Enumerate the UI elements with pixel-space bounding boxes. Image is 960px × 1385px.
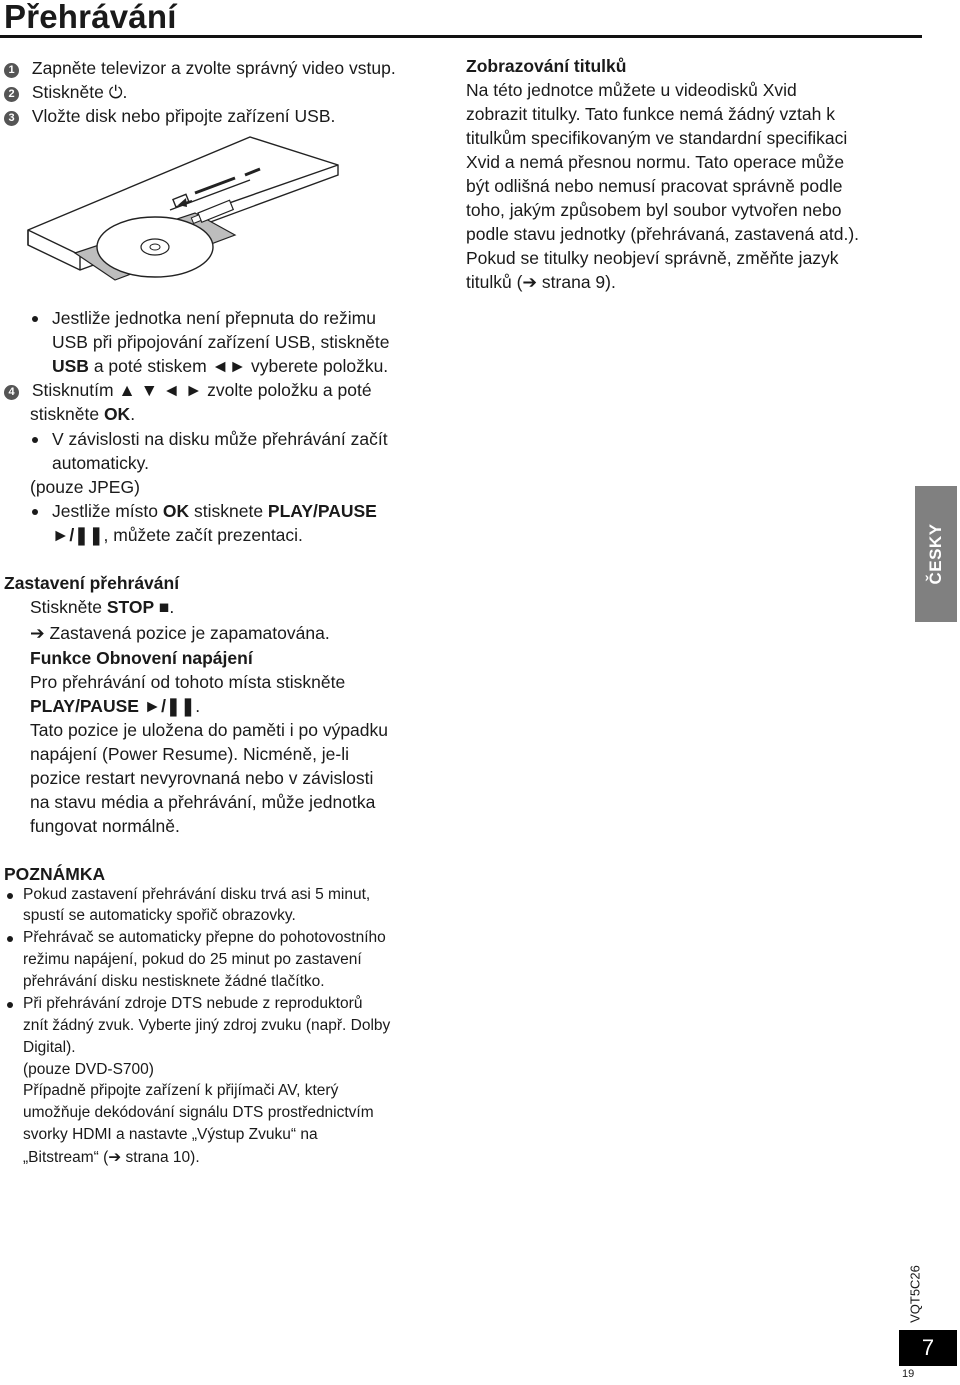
subtitles-line: titulkům specifikovaným ve standardní specifikaci	[466, 128, 848, 148]
stop-heading: Zastavení přehrávání	[4, 573, 180, 593]
usb-note-line	[52, 354, 388, 378]
bullet	[32, 437, 38, 443]
bullet	[7, 893, 13, 899]
stop-key: STOP ■	[106, 597, 170, 617]
note-line: Přehrávač se automaticky přepne do pohotovostního	[23, 929, 386, 946]
note-line: Při přehrávání zdroje DTS nebude z reproduktorů	[23, 995, 363, 1012]
note-line: Pokud zastavení přehrávání disku trvá asi 5 minut,	[23, 886, 371, 903]
step-1	[4, 56, 396, 80]
note-line: přehrávání disku nestisknete žádné tlačítko.	[23, 973, 325, 990]
note-line: „Bitstream“ (➔ strana 10).	[23, 1149, 200, 1166]
ok-key: OK	[103, 404, 131, 424]
sheet-number: 19	[902, 1368, 915, 1380]
usb-key: USB	[52, 356, 89, 376]
text: .	[130, 404, 136, 424]
stop-line: ➔ Zastavená pozice je zapamatována.	[30, 623, 330, 643]
player-illustration	[20, 135, 350, 295]
play-pause-icon: ►/❚❚	[52, 525, 104, 545]
bullet	[7, 936, 13, 942]
step-text: Zapněte televizor a zvolte správný video vstup.	[31, 58, 396, 78]
text: stisknete	[189, 501, 268, 521]
step-3	[4, 104, 335, 128]
subtitles-heading: Zobrazování titulků	[466, 56, 627, 76]
auto-note-line: automaticky.	[52, 453, 149, 473]
jpeg-note-line	[52, 523, 303, 547]
resume-line: fungovat normálně.	[30, 816, 180, 836]
page-title: Přehrávání	[4, 0, 177, 35]
resume-line: Tato pozice je uložena do paměti i po výpadku	[30, 720, 389, 740]
step-number: 1	[4, 63, 19, 78]
step-text: Stisknutím ▲ ▼ ◄ ► zvolte položku a poté	[31, 380, 372, 400]
note-line: umožňuje dekódování signálu DTS prostřednictvím	[23, 1104, 374, 1121]
bullet	[32, 509, 38, 515]
step-number: 3	[4, 111, 19, 126]
document-code-text: VQT5C26	[907, 1265, 923, 1323]
step-4-line2	[30, 402, 135, 426]
note-line: svorky HDMI a nastavte „Výstup Zvuku“ na	[23, 1126, 318, 1143]
document-code	[900, 1260, 930, 1328]
title-rule	[0, 35, 922, 38]
subtitles-line: Pokud se titulky neobjeví správně, změňte jazyk	[466, 248, 839, 268]
step-text: Vložte disk nebo připojte zařízení USB.	[31, 106, 336, 126]
text: stiskněte	[30, 404, 104, 424]
note-line: spustí se automaticky spořič obrazovky.	[23, 907, 296, 924]
usb-note-line: Jestliže jednotka není přepnuta do režimu	[52, 308, 376, 328]
resume-line: na stavu média a přehrávání, může jednotka	[30, 792, 376, 812]
ok-key: OK	[162, 501, 190, 521]
language-tab-label: ČESKY	[926, 523, 945, 585]
text: , můžete začít prezentaci.	[103, 525, 303, 545]
note-line: Případně připojte zařízení k přijímači AV, který	[23, 1082, 339, 1099]
stop-line	[30, 595, 174, 619]
play-pause-key: PLAY/PAUSE ►/❚❚	[30, 696, 196, 716]
page-number: 7	[899, 1330, 957, 1366]
step-text: Stiskněte ⏻.	[31, 82, 128, 102]
resume-line: pozice restart nevyrovnaná nebo v závislosti	[30, 768, 374, 788]
subtitles-line: Na této jednotce můžete u videodisků Xvid	[466, 80, 797, 100]
note-line: znít žádný zvuk. Vyberte jiný zdroj zvuku (např. Dolby	[23, 1017, 391, 1034]
note-line: režimu napájení, pokud do 25 minut po zastavení	[23, 951, 362, 968]
note-heading: POZNÁMKA	[4, 864, 106, 884]
usb-note-text: a poté stiskem ◄► vyberete položku.	[88, 356, 389, 376]
auto-note-line: V závislosti na disku může přehrávání začít	[52, 429, 388, 449]
subtitles-line: toho, jakým způsobem byl soubor vytvořen nebo	[466, 200, 842, 220]
resume-line: Pro přehrávání od tohoto místa stiskněte	[30, 672, 346, 692]
text: .	[195, 696, 201, 716]
bullet	[32, 316, 38, 322]
jpeg-note-line	[52, 499, 377, 523]
text: .	[169, 597, 175, 617]
subtitles-line: podle stavu jednotky (přehrávaná, zastavená atd.).	[466, 224, 860, 244]
step-number: 2	[4, 87, 19, 102]
text: Stiskněte	[30, 597, 107, 617]
step-2	[4, 80, 127, 104]
text: Jestliže místo	[52, 501, 163, 521]
step-number: 4	[4, 385, 19, 400]
jpeg-only-label: (pouze JPEG)	[30, 477, 140, 497]
note-line: (pouze DVD-S700)	[23, 1061, 154, 1078]
usb-note-line: USB při připojování zařízení USB, stiskněte	[52, 332, 390, 352]
subtitles-line: být odlišná nebo nemusí pracovat správně podle	[466, 176, 843, 196]
step-4	[4, 378, 372, 402]
subtitles-line: titulků (➔ strana 9).	[466, 272, 616, 292]
resume-line: napájení (Power Resume). Nicméně, je-li	[30, 744, 350, 764]
note-line: Digital).	[23, 1039, 76, 1056]
language-tab	[915, 486, 957, 622]
resume-heading: Funkce Obnovení napájení	[30, 648, 253, 668]
bullet	[7, 1002, 13, 1008]
play-pause-key: PLAY/PAUSE	[267, 501, 377, 521]
subtitles-line: Xvid a nemá přesnou normu. Tato operace může	[466, 152, 845, 172]
subtitles-line: zobrazit titulky. Tato funkce nemá žádný vztah k	[466, 104, 835, 124]
resume-line	[30, 694, 200, 718]
